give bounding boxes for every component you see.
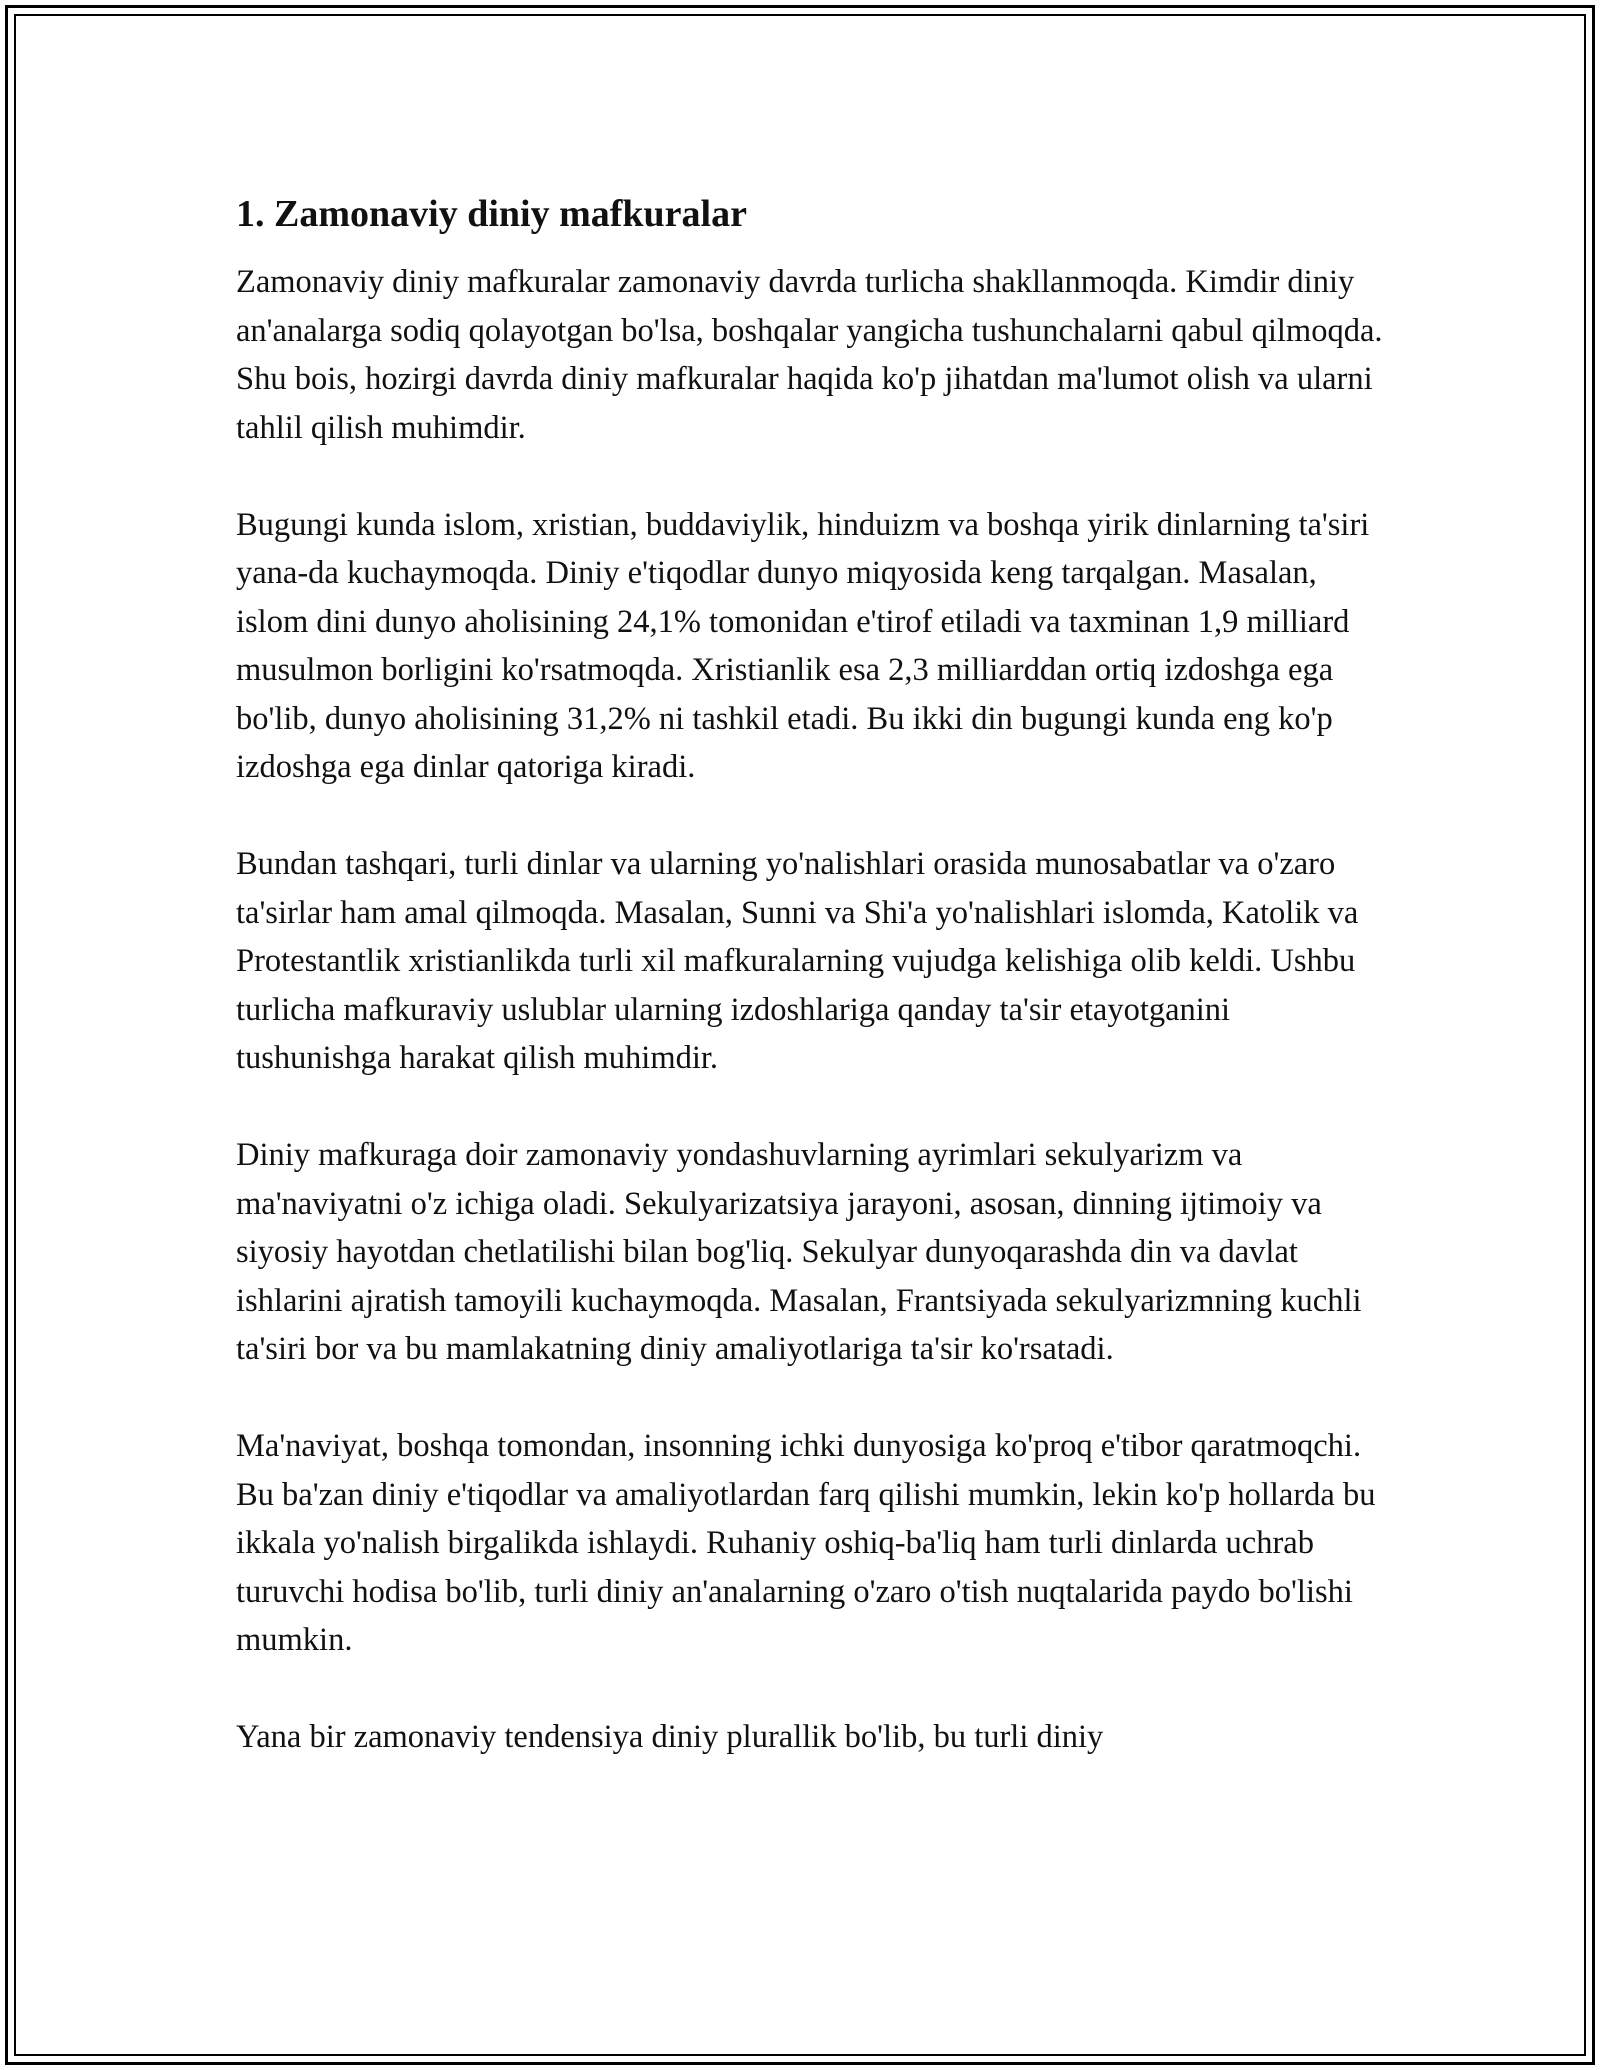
paragraph-6: Yana bir zamonaviy tendensiya diniy plurallik bo'lib, bu turli diniy	[236, 1719, 1104, 1755]
section-heading: 1. Zamonaviy diniy mafkuralar	[236, 193, 747, 235]
paragraph-2: Bugungi kunda islom, xristian, buddaviylik, hinduizm va boshqa yirik dinlarning ta'siri yana-da kuchaymoqda. Diniy e'tiqodlar dunyo miqyosida keng tarqalgan. Masalan, islom dini dunyo aholisining 24,1% tomonidan e'tirof etiladi va taxminan 1,9 milliard musulmon borligini ko'rsatmoqda. Xristianlik esa 2,3 milliarddan ortiq izdoshga ega bo'lib, dunyo aholisining 31,2% ni tashkil etadi. Bu ikki din bugungi kunda eng ko'p izdoshga ega dinlar qatoriga kiradi.	[236, 506, 1370, 785]
document-body	[236, 186, 1386, 1810]
paragraph-5: Ma'naviyat, boshqa tomondan, insonning ichki dunyosiga ko'proq e'tibor qaratmoqchi. Bu ba'zan diniy e'tiqodlar va amaliyotlardan farq qilishi mumkin, lekin ko'p hollarda bu ikkala yo'nalish birgalikda ishlaydi. Ruhaniy oshiq-ba'liq ham turli dinlarda uchrab turuvchi hodisa bo'lib, turli diniy an'analarning o'zaro o'tish nuqtalarida paydo bo'lishi mumkin.	[236, 1428, 1376, 1658]
paragraph-3: Bundan tashqari, turli dinlar va ularning yo'nalishlari orasida munosabatlar va o'zaro ta'sirlar ham amal qilmoqda. Masalan, Sunni va Shi'a yo'nalishlari islomda, Katolik va Protestantlik xristianlikda turli xil mafkuralarning vujudga kelishiga olib keldi. Ushbu turlicha mafkuraviy uslublar ularning izdoshlariga qanday ta'sir etayotganini tushunishga harakat qilish muhimdir.	[236, 846, 1359, 1076]
paragraph-1: Zamonaviy diniy mafkuralar zamonaviy davrda turlicha shakllanmoqda. Kimdir diniy an'analarga sodiq qolayotgan bo'lsa, boshqalar yangicha tushunchalarni qabul qilmoqda. Shu bois, hozirgi davrda diniy mafkuralar haqida ko'p jihatdan ma'lumot olish va ularni tahlil qilish muhimdir.	[236, 264, 1383, 446]
paragraph-4: Diniy mafkuraga doir zamonaviy yondashuvlarning ayrimlari sekulyarizm va ma'naviyatni o'z ichiga oladi. Sekulyarizatsiya jarayoni, asosan, dinning ijtimoiy va siyosiy hayotdan chetlatilishi bilan bog'liq. Sekulyar dunyoqarashda din va davlat ishlarini ajratish tamoyili kuchaymoqda. Masalan, Frantsiyada sekulyarizmning kuchli ta'siri bor va bu mamlakatning diniy amaliyotlariga ta'sir ko'rsatadi.	[236, 1137, 1362, 1367]
